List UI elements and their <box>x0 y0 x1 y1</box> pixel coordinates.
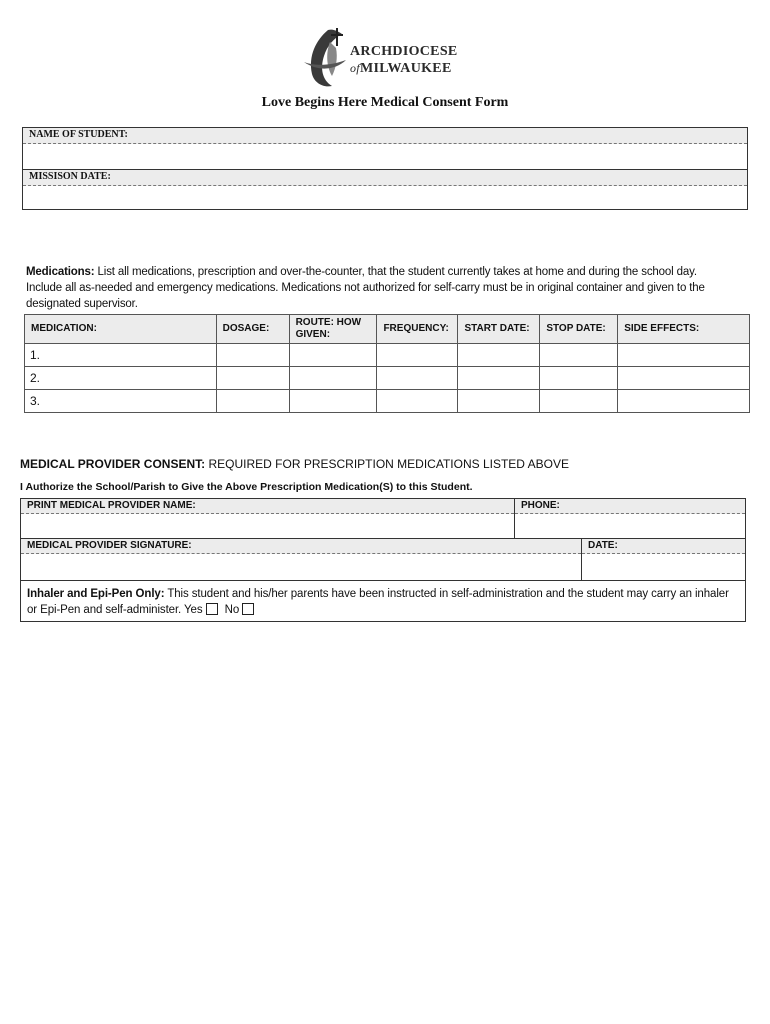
date-cell[interactable] <box>582 539 745 580</box>
mission-date-row <box>23 170 747 210</box>
table-row <box>25 367 750 390</box>
logo-text-line1: ARCHDIOCESE <box>350 44 458 59</box>
col-route: ROUTE: HOW GIVEN: <box>289 315 377 344</box>
table-row <box>25 390 750 413</box>
student-name-field[interactable] <box>23 144 747 169</box>
phone-cell[interactable] <box>515 499 745 538</box>
signature-row <box>21 539 745 581</box>
side-effects-cell[interactable] <box>618 367 750 390</box>
provider-name-row <box>21 499 745 539</box>
col-dosage: DOSAGE: <box>216 315 289 344</box>
student-name-label: NAME OF STUDENT: <box>23 128 747 144</box>
no-label: No <box>224 604 240 616</box>
mission-date-label: MISSISON DATE: <box>23 170 747 186</box>
yes-label: Yes <box>184 604 203 616</box>
medications-table <box>24 314 750 413</box>
inhaler-text: This student and his/her parents have been instructed in self-administration and the student may carry an inhaler or Epi-Pen and self-administer. <box>27 588 729 616</box>
logo-emblem-icon <box>304 28 346 86</box>
start-date-cell[interactable] <box>458 344 540 367</box>
provider-consent-text: REQUIRED FOR PRESCRIPTION MEDICATIONS LISTED ABOVE <box>208 457 569 471</box>
stop-date-cell[interactable] <box>540 344 618 367</box>
route-cell[interactable] <box>289 390 377 413</box>
dosage-cell[interactable] <box>216 390 289 413</box>
provider-consent-label: MEDICAL PROVIDER CONSENT: <box>20 457 206 471</box>
dosage-cell[interactable] <box>216 367 289 390</box>
frequency-cell[interactable] <box>377 344 458 367</box>
provider-consent-heading <box>20 457 569 471</box>
mission-date-field[interactable] <box>23 186 747 210</box>
provider-consent-box <box>20 498 746 622</box>
no-checkbox[interactable] <box>242 603 254 615</box>
yes-checkbox[interactable] <box>206 603 218 615</box>
col-medication: MEDICATION: <box>25 315 217 344</box>
stop-date-cell[interactable] <box>540 367 618 390</box>
start-date-cell[interactable] <box>458 390 540 413</box>
start-date-cell[interactable] <box>458 367 540 390</box>
authorize-statement: I Authorize the School/Parish to Give the Above Prescription Medication(S) to this Student. <box>20 481 473 493</box>
medications-label: Medications: <box>26 266 95 278</box>
signature-cell[interactable] <box>21 539 582 580</box>
medications-header-row <box>25 315 750 344</box>
route-cell[interactable] <box>289 367 377 390</box>
logo-milwaukee: MILWAUKEE <box>359 61 452 76</box>
signature-label: MEDICAL PROVIDER SIGNATURE: <box>21 539 581 554</box>
student-name-row <box>23 128 747 170</box>
form-title: Love Begins Here Medical Consent Form <box>261 95 509 110</box>
provider-name-cell[interactable] <box>21 499 515 538</box>
medication-cell[interactable]: 3. <box>25 390 217 413</box>
side-effects-cell[interactable] <box>618 390 750 413</box>
col-side-effects: SIDE EFFECTS: <box>618 315 750 344</box>
side-effects-cell[interactable] <box>618 344 750 367</box>
route-cell[interactable] <box>289 344 377 367</box>
frequency-cell[interactable] <box>377 390 458 413</box>
table-row <box>25 344 750 367</box>
medications-instructions <box>26 264 726 312</box>
phone-label: PHONE: <box>515 499 745 514</box>
col-stop-date: STOP DATE: <box>540 315 618 344</box>
logo-of: of <box>350 61 360 75</box>
medications-instructions-text: List all medications, prescription and over-the-counter, that the student currently takes at home and during the school day. Include all as-needed and emergency medications. Medications not authorized for self-carry must be in original container and given to the designated supervisor. <box>26 266 705 310</box>
col-start-date: START DATE: <box>458 315 540 344</box>
student-info-box <box>22 127 748 210</box>
frequency-cell[interactable] <box>377 367 458 390</box>
dosage-cell[interactable] <box>216 344 289 367</box>
col-frequency: FREQUENCY: <box>377 315 458 344</box>
provider-name-label: PRINT MEDICAL PROVIDER NAME: <box>21 499 514 514</box>
inhaler-label: Inhaler and Epi-Pen Only: <box>27 588 165 600</box>
date-label: DATE: <box>582 539 745 554</box>
stop-date-cell[interactable] <box>540 390 618 413</box>
medication-cell[interactable]: 1. <box>25 344 217 367</box>
logo-text-line2 <box>350 61 452 77</box>
inhaler-epipen-statement <box>27 586 739 618</box>
medication-cell[interactable]: 2. <box>25 367 217 390</box>
